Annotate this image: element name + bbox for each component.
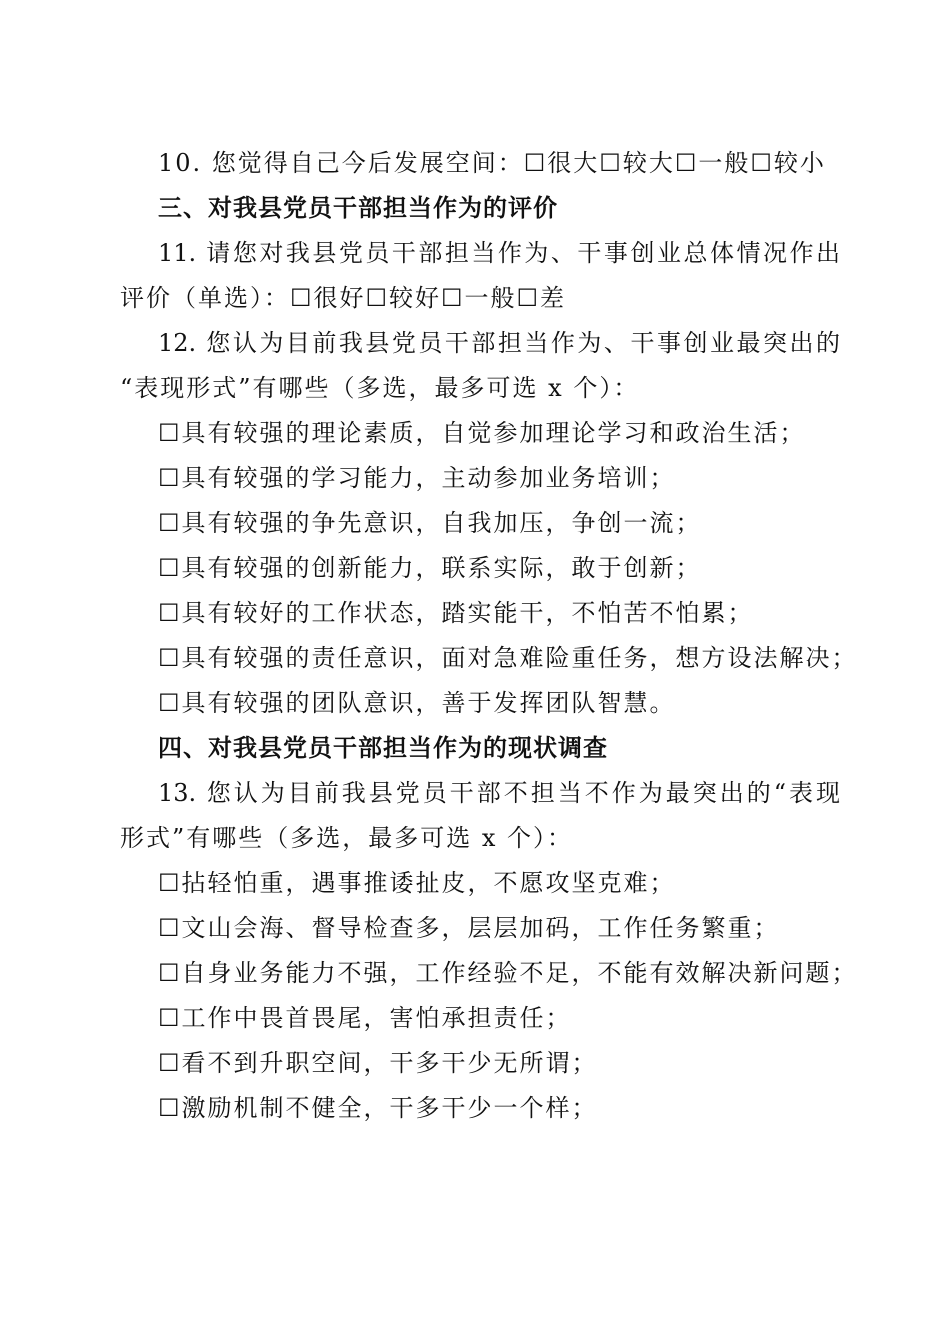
question-11-line-1: 11. 请您对我县党员干部担当作为、干事创业总体情况作出 — [158, 239, 840, 267]
q12-option-6: ☐具有较强的责任意识，面对急难险重任务，想方设法解决； — [158, 644, 858, 672]
q12-option-5: ☐具有较好的工作状态，踏实能干，不怕苦不怕累； — [158, 599, 754, 627]
question-12-line-2: “表现形式”有哪些（多选，最多可选 x 个）： — [120, 374, 640, 402]
q12-option-3: ☐具有较强的争先意识，自我加压，争创一流； — [158, 509, 702, 537]
question-13-line-1: 13. 您认为目前我县党员干部不担当不作为最突出的“表现 — [158, 779, 840, 807]
question-12-line-1: 12. 您认为目前我县党员干部担当作为、干事创业最突出的 — [158, 329, 840, 357]
section-3-heading: 三、对我县党员干部担当作为的评价 — [158, 194, 558, 222]
q12-option-7: ☐具有较强的团队意识，善于发挥团队智慧。 — [158, 689, 676, 717]
q12-option-1: ☐具有较强的理论素质，自觉参加理论学习和政治生活； — [158, 419, 806, 447]
q12-option-4: ☐具有较强的创新能力，联系实际，敢于创新； — [158, 554, 702, 582]
q13-option-1: ☐拈轻怕重，遇事推诿扯皮，不愿攻坚克难； — [158, 869, 676, 897]
q12-option-2: ☐具有较强的学习能力，主动参加业务培训； — [158, 464, 676, 492]
q13-option-5: ☐看不到升职空间，干多干少无所谓； — [158, 1049, 598, 1077]
q13-option-2: ☐文山会海、督导检查多，层层加码，工作任务繁重； — [158, 914, 780, 942]
question-11-line-2: 评价（单选）：☐很好☐较好☐一般☐差 — [120, 284, 567, 312]
q13-option-4: ☐工作中畏首畏尾，害怕承担责任； — [158, 1004, 572, 1032]
q13-option-6: ☐激励机制不健全，干多干少一个样； — [158, 1094, 598, 1122]
question-10: 10. 您觉得自己今后发展空间：☐很大☐较大☐一般☐较小 — [158, 149, 826, 177]
question-13-line-2: 形式”有哪些（多选，最多可选 x 个）： — [120, 824, 574, 852]
q13-option-3: ☐自身业务能力不强，工作经验不足，不能有效解决新问题； — [158, 959, 858, 987]
section-4-heading: 四、对我县党员干部担当作为的现状调查 — [158, 734, 608, 762]
